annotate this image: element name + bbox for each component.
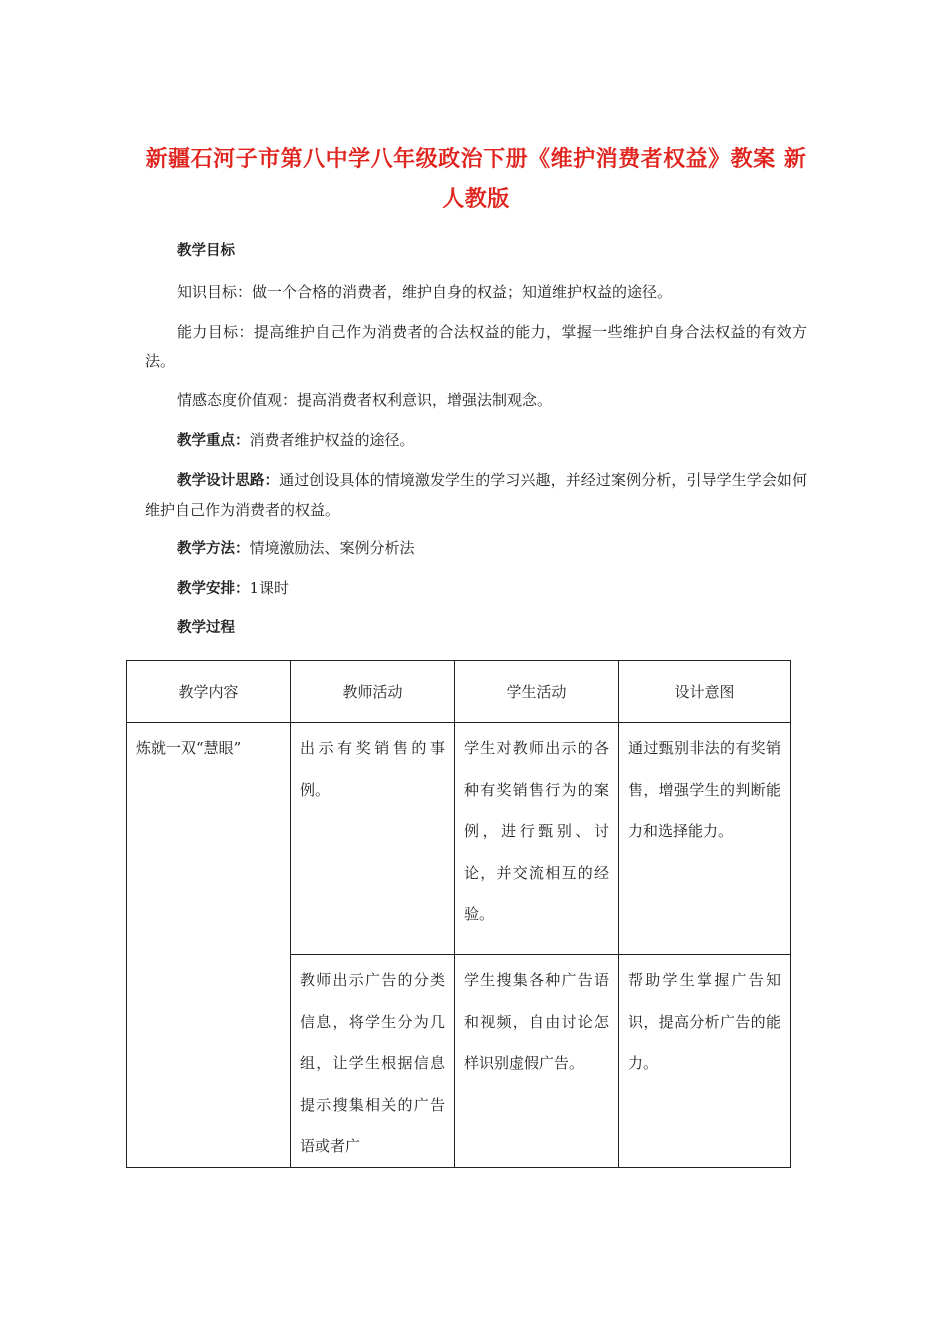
cell-student xyxy=(455,723,619,955)
attitude-goal: 情感态度价值观：提高消费者权利意识，增强法制观念。 xyxy=(177,391,553,409)
teaching-method xyxy=(145,534,807,564)
header-teacher: 教师活动 xyxy=(291,661,455,723)
cell-teacher xyxy=(291,955,455,1168)
goals-heading: 教学目标 xyxy=(177,243,235,259)
header-student: 学生活动 xyxy=(455,661,619,723)
key-point-value: 消费者维护权益的途径。 xyxy=(249,431,415,449)
header-intent: 设计意图 xyxy=(619,661,791,723)
table-header-row xyxy=(127,661,791,723)
intent-text: 帮助学生掌握广告知识，提高分析广告的能力。 xyxy=(628,971,781,1072)
design-value: 通过创设具体的情境激发学生的学习兴趣，并经过案例分析，引导学生学会如何维护自己作为消费者的权益。 xyxy=(145,471,808,519)
ability-goal: 能力目标：提高维护自己作为消费者的合法权益的能力，掌握一些维护自身合法权益的有效方法。 xyxy=(145,323,807,370)
cell-student xyxy=(455,955,619,1168)
knowledge-goal: 知识目标：做一个合格的消费者，维护自身的权益；知道维护权益的途径。 xyxy=(177,283,673,301)
method-value: 情境激励法、案例分析法 xyxy=(249,539,415,557)
schedule-value: 1课时 xyxy=(249,579,290,597)
key-point xyxy=(145,426,807,456)
teacher-text: 出示有奖销售的事例。 xyxy=(300,739,445,799)
method-label: 教学方法： xyxy=(177,541,250,557)
intent-text: 通过甄别非法的有奖销售，增强学生的判断能力和选择能力。 xyxy=(628,739,781,840)
table-row xyxy=(127,723,791,955)
header-content: 教学内容 xyxy=(127,661,291,723)
student-text: 学生对教师出示的各种有奖销售行为的案例，进行甄别、讨论，并交流相互的经验。 xyxy=(464,739,609,923)
design-label: 教学设计思路： xyxy=(177,473,280,489)
cell-intent xyxy=(619,723,791,955)
content-text: 炼就一双“慧眼” xyxy=(136,739,242,757)
process-heading: 教学过程 xyxy=(177,620,235,636)
cell-content xyxy=(127,723,291,1168)
key-point-label: 教学重点： xyxy=(177,433,250,449)
schedule-label: 教学安排： xyxy=(177,581,250,597)
teaching-process-table xyxy=(126,660,791,1168)
teaching-schedule xyxy=(145,574,807,604)
design-idea xyxy=(145,466,807,525)
document-title: 新疆石河子市第八中学八年级政治下册《维护消费者权益》教案 新人教版 xyxy=(145,147,807,212)
teacher-text: 教师出示广告的分类信息，将学生分为几组，让学生根据信息提示搜集相关的广告语或者广 xyxy=(300,971,445,1155)
cell-teacher xyxy=(291,723,455,955)
cell-intent xyxy=(619,955,791,1168)
student-text: 学生搜集各种广告语和视频，自由讨论怎样识别虚假广告。 xyxy=(464,971,609,1072)
